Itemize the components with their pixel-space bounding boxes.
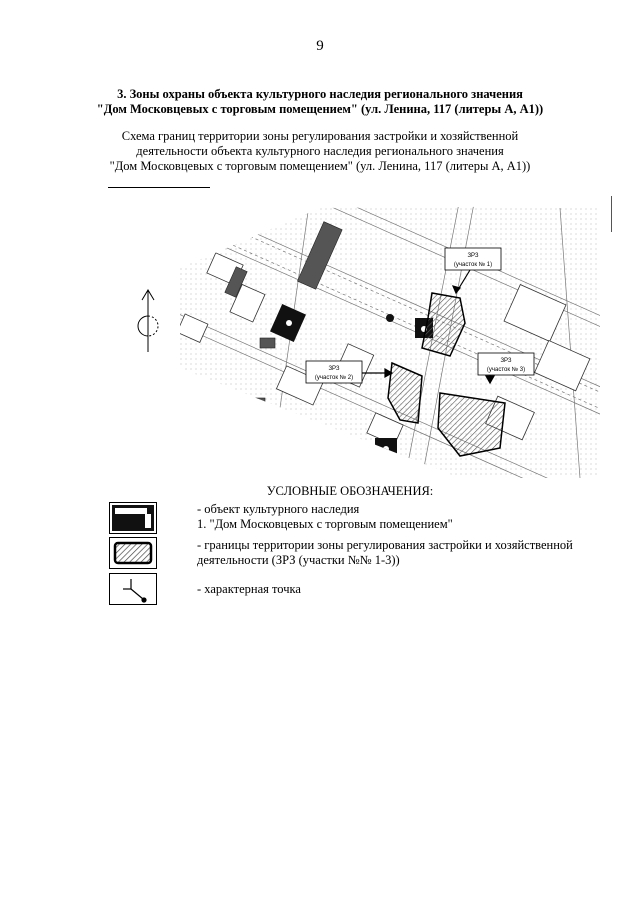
scheme-caption-line3: "Дом Московцевых с торговым помещением" (ул. Ленина, 117 (литеры А, А1)) <box>109 159 531 173</box>
zone-boundary-icon <box>109 537 157 569</box>
page-number: 9 <box>316 38 324 54</box>
margin-mark <box>611 196 612 232</box>
section-title-line1: 3. Зоны охраны объекта культурного наследия регионального значения <box>117 87 523 101</box>
zrz-label-1-title: ЗРЗ <box>467 253 479 259</box>
section-title <box>60 87 580 117</box>
zone-map <box>160 198 600 478</box>
heritage-object-icon <box>109 502 157 534</box>
zrz-label-2-subtitle: (участок № 2) <box>314 375 354 381</box>
legend-title: УСЛОВНЫЕ ОБОЗНАЧЕНИЯ: <box>266 484 434 498</box>
zrz-label-2-title: ЗРЗ <box>328 366 340 372</box>
legend-item-heritage-line1: - объект культурного наследия <box>197 502 360 516</box>
legend-item-heritage <box>197 502 607 532</box>
legend-item-heritage-line2: 1. "Дом Московцевых с торговым помещением" <box>197 517 453 531</box>
scheme-caption-line1: Схема границ территории зоны регулирования застройки и хозяйственной <box>121 129 519 143</box>
zone-map-drawing <box>160 198 600 478</box>
section-title-line2: "Дом Московцевых с торговым помещением" (ул. Ленина, 117 (литеры А, А1)) <box>96 102 544 116</box>
legend-item-point-line1: - характерная точка <box>197 582 301 596</box>
characteristic-point-icon <box>109 573 157 605</box>
zrz-label-1-subtitle: (участок № 1) <box>453 262 493 268</box>
separator-rule <box>108 187 210 188</box>
legend-item-zone <box>197 538 602 568</box>
legend-item-zone-line2: деятельности (ЗРЗ (участки №№ 1-3)) <box>197 553 400 567</box>
legend-item-zone-line1: - границы территории зоны регулирования застройки и хозяйственной <box>197 538 573 552</box>
legend-item-point <box>197 582 497 597</box>
scheme-caption <box>80 129 560 174</box>
zrz-label-3-title: ЗРЗ <box>500 358 512 364</box>
scheme-caption-line2: деятельности объекта культурного наследия регионального значения <box>136 144 504 158</box>
zrz-label-3-subtitle: (участок № 3) <box>486 367 526 373</box>
